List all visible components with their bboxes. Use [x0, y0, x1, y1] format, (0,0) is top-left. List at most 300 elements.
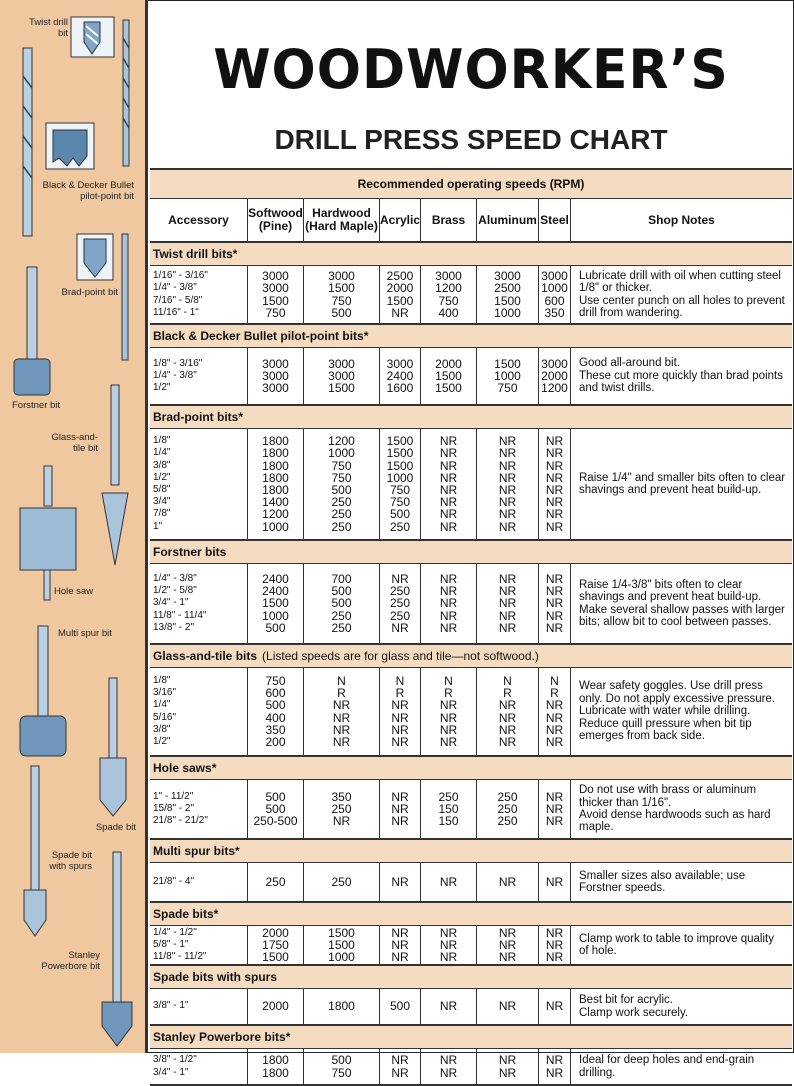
speed-value: N	[395, 673, 405, 688]
column-acrylic	[379, 429, 420, 539]
speed-value: 500	[265, 698, 286, 713]
speed-value: NR	[545, 801, 564, 816]
speed-value: NR	[545, 999, 564, 1014]
speed-value: 1400	[262, 495, 289, 510]
bit-size: 1/4"	[153, 699, 171, 711]
column-brass	[420, 348, 476, 404]
label-spade-bit: Spade bit	[95, 822, 136, 833]
column-hardwood	[303, 863, 379, 901]
speed-value: NR	[545, 470, 564, 485]
speed-value: NR	[545, 734, 564, 749]
speed-value: 3000	[386, 356, 414, 371]
speed-value: NR	[439, 710, 458, 725]
column-brass	[420, 1049, 476, 1084]
column-acrylic	[379, 266, 420, 323]
bullet-drill-icon	[18, 46, 38, 238]
column-softwood	[247, 863, 303, 901]
bit-size: 1/4"	[153, 447, 171, 459]
speed-value: 750	[331, 1065, 352, 1080]
column-hardwood	[303, 926, 379, 964]
section-title-note: (Listed speeds are for glass and tile—not softwood.)	[262, 649, 539, 663]
speed-value: 750	[438, 293, 459, 308]
column-sizes	[150, 1049, 247, 1084]
speed-value: R	[395, 686, 405, 701]
speed-value: 400	[265, 710, 286, 725]
glass-tile-bit-icon	[98, 383, 132, 569]
speed-value: 500	[265, 801, 286, 816]
shop-note: Raise 1/4" and smaller bits often to clear shavings and prevent heat build-up.	[579, 471, 786, 496]
bit-size: 5/8"	[153, 484, 171, 495]
column-acrylic	[379, 863, 420, 901]
column-softwood	[247, 348, 303, 404]
speed-value: NR	[439, 519, 458, 534]
speed-value: NR	[498, 584, 517, 599]
column-softwood	[247, 429, 303, 539]
column-brass	[420, 429, 476, 539]
speed-value: 750	[265, 305, 286, 320]
header-brass: Brass	[420, 199, 476, 241]
bit-size: 3/4"	[153, 496, 171, 508]
speed-value: NR	[498, 734, 517, 749]
section-body	[150, 266, 792, 325]
illustration-sidebar	[0, 0, 148, 1053]
section-title-text: Hole saws*	[153, 761, 217, 775]
column-brass	[420, 863, 476, 901]
shop-note: Good all-around bit.	[579, 357, 681, 370]
bit-size: 11/8" - 11/2"	[153, 951, 207, 963]
speed-value: NR	[498, 470, 517, 485]
speed-value: 1800	[262, 434, 289, 449]
column-hardwood	[303, 668, 379, 755]
bit-size: 15/8" - 2"	[153, 802, 195, 814]
column-sizes	[150, 348, 247, 404]
speed-value: NR	[439, 584, 458, 599]
column-sizes	[150, 429, 247, 539]
section-title	[150, 840, 792, 863]
header-notes: Shop Notes	[570, 199, 792, 241]
speed-value: NR	[391, 814, 409, 829]
label-spade-spurs: Spade bit with spurs	[49, 850, 92, 872]
speed-value: N	[337, 673, 346, 688]
speed-value: NR	[439, 608, 458, 623]
speed-value: NR	[391, 925, 409, 940]
speed-value: 1800	[262, 446, 289, 461]
column-sizes	[150, 926, 247, 964]
shop-note: Avoid dense hardwoods such as hard maple.	[579, 809, 771, 834]
section-title-text: Spade bits with spurs	[153, 970, 278, 984]
speed-value: 250	[497, 801, 518, 816]
speed-value: 200	[265, 734, 286, 749]
speed-value: 1800	[262, 470, 289, 485]
speed-value: NR	[439, 571, 458, 586]
section-title	[150, 1026, 792, 1049]
column-sizes	[150, 668, 247, 755]
speed-value: NR	[498, 710, 517, 725]
speed-value: NR	[439, 434, 458, 449]
speed-value: NR	[332, 722, 351, 737]
column-acrylic	[379, 668, 420, 755]
speed-value: NR	[391, 874, 409, 889]
speed-value: 500	[265, 620, 286, 635]
speed-value: 500	[389, 507, 411, 522]
speed-value: 250	[265, 874, 286, 889]
column-aluminum	[476, 863, 538, 901]
label-powerbore: Stanley Powerbore bit	[41, 950, 100, 972]
speed-value: NR	[439, 458, 458, 473]
speed-value: 1500	[435, 381, 462, 396]
speed-value: 3000	[541, 269, 568, 284]
speed-value: 1500	[386, 458, 414, 473]
column-aluminum	[476, 266, 538, 323]
section-body	[150, 429, 792, 541]
shop-note: Do not use with brass or aluminum thicker than 1/16".	[579, 784, 757, 809]
speed-value: 500	[265, 789, 286, 804]
bit-size: 11/8" - 11/4"	[153, 609, 207, 621]
speed-value: 400	[438, 305, 459, 320]
speed-value: 3000	[328, 368, 355, 383]
shop-note: These cut more quickly than brad points and twist drills.	[579, 369, 783, 395]
speed-value: 2500	[386, 269, 414, 284]
speed-value: 2000	[262, 925, 289, 940]
section-body	[150, 926, 792, 966]
speed-value: 2000	[435, 356, 462, 371]
label-brad-point: Brad-point bit	[61, 287, 118, 298]
speed-value: 3000	[328, 269, 355, 284]
speed-value: 3000	[262, 356, 289, 371]
table-header-row	[150, 199, 792, 243]
column-steel	[538, 266, 570, 323]
speed-value: 1500	[262, 293, 289, 308]
label-forstner: Forstner bit	[12, 400, 61, 411]
section-title	[150, 903, 792, 926]
bit-size: 3/4" - 1"	[153, 1066, 189, 1078]
forstner-bit-icon	[10, 265, 54, 401]
speed-value: 1800	[328, 999, 355, 1014]
shop-note: Wear safety goggles. Use drill press only. Do not apply excessive pressure.	[579, 680, 776, 705]
speed-value: 250-500	[253, 814, 298, 829]
speed-value: 1000	[328, 446, 355, 461]
column-notes	[570, 780, 792, 838]
section-body	[150, 989, 792, 1026]
speed-value: 350	[544, 305, 565, 320]
speed-value: NR	[545, 1065, 564, 1080]
column-aluminum	[476, 989, 538, 1024]
column-aluminum	[476, 926, 538, 964]
speed-value: NR	[545, 874, 564, 889]
column-acrylic	[379, 780, 420, 838]
speed-value: 500	[389, 999, 411, 1014]
section-title	[150, 325, 792, 348]
speed-value: NR	[498, 446, 517, 461]
section-title-text: Brad-point bits*	[153, 410, 243, 424]
speed-value: NR	[545, 434, 564, 449]
bit-size: 21/8" - 21/2"	[153, 815, 208, 827]
column-hardwood	[303, 780, 379, 838]
speed-value: 3000	[262, 281, 289, 296]
speed-value: 1500	[328, 937, 355, 952]
section-body	[150, 863, 792, 903]
speed-value: NR	[439, 483, 458, 497]
column-sizes	[150, 780, 247, 838]
speed-value: 250	[331, 608, 352, 623]
shop-note: Make several shallow passes with larger bits; allow bit to cool between passes.	[579, 603, 785, 628]
speed-value: NR	[498, 1065, 517, 1080]
speed-value: NR	[545, 950, 564, 965]
label-glass-tile: Glass-and-tile bit	[51, 432, 98, 454]
speed-value: NR	[439, 1053, 458, 1068]
section-body	[150, 780, 792, 840]
speed-value: 750	[497, 381, 518, 396]
speed-value: NR	[332, 710, 351, 725]
speed-value: 2400	[262, 584, 289, 599]
chart-area	[150, 0, 792, 1080]
speed-value: NR	[498, 999, 517, 1014]
column-acrylic	[379, 1049, 420, 1084]
speed-value: NR	[498, 1053, 517, 1068]
speed-value: NR	[498, 571, 517, 586]
column-steel	[538, 1049, 570, 1084]
speed-value: 1200	[328, 434, 355, 449]
section-title-text: Stanley Powerbore bits*	[153, 1030, 291, 1044]
speed-value: NR	[332, 814, 351, 829]
shop-note: Smaller sizes also available; use Forstner speeds.	[579, 869, 746, 894]
column-aluminum	[476, 1049, 538, 1084]
bit-size: 1/2"	[153, 382, 171, 394]
shop-note: Lubricate with water while drilling.	[579, 705, 751, 718]
speed-value: 3000	[262, 368, 289, 383]
bit-size: 1/4" - 3/8"	[153, 572, 197, 584]
column-aluminum	[476, 564, 538, 643]
speed-value: 1600	[386, 381, 414, 396]
bit-size: 7/16" - 5/8"	[153, 294, 203, 306]
column-aluminum	[476, 429, 538, 539]
section-title	[150, 966, 792, 989]
column-brass	[420, 989, 476, 1024]
speed-value: 1750	[262, 937, 289, 952]
speed-value: 1500	[328, 381, 355, 396]
column-aluminum	[476, 780, 538, 838]
column-sizes	[150, 863, 247, 901]
speed-value: 250	[331, 620, 352, 635]
speed-table	[150, 168, 792, 1086]
speed-value: NR	[545, 584, 564, 599]
label-multi-spur: Multi spur bit	[58, 628, 112, 639]
speed-value: NR	[391, 937, 409, 952]
speed-value: 1500	[494, 293, 521, 308]
speed-value: 1000	[262, 608, 289, 623]
shop-note: Raise 1/4-3/8" bits often to clear shavings and prevent heat build-up.	[579, 578, 762, 604]
speed-value: NR	[332, 734, 351, 749]
bit-size: 3/8"	[153, 459, 171, 471]
column-acrylic	[379, 926, 420, 964]
speed-value: NR	[439, 734, 458, 749]
speed-value: 1000	[494, 305, 521, 320]
column-notes	[570, 668, 792, 755]
speed-value: NR	[545, 571, 564, 586]
speed-value: NR	[391, 801, 409, 816]
speed-value: 250	[331, 519, 352, 534]
bit-size: 1"	[153, 520, 163, 532]
speed-value: 250	[389, 584, 411, 599]
column-notes	[570, 1049, 792, 1084]
speed-value: 700	[331, 571, 352, 586]
speed-value: NR	[439, 495, 458, 510]
speed-value: NR	[391, 1065, 409, 1080]
speed-value: 1200	[435, 281, 462, 296]
label-bullet-bit: Black & Decker Bullet pilot-point bit	[42, 180, 134, 202]
bit-size: 1/4" - 3/8"	[153, 369, 197, 381]
speed-value: NR	[439, 507, 458, 522]
speed-value: NR	[439, 446, 458, 461]
bit-size: 1/2"	[153, 471, 171, 483]
speed-value: NR	[498, 519, 517, 534]
section-title-text: Twist drill bits*	[153, 247, 238, 261]
speed-value: 1800	[262, 1065, 289, 1080]
column-brass	[420, 668, 476, 755]
speed-value: 500	[331, 483, 352, 497]
speed-value: 250	[389, 608, 411, 623]
bit-size: 11/16" - 1"	[153, 306, 199, 318]
speed-value: N	[503, 673, 512, 688]
bit-size: 3/8"	[153, 723, 171, 735]
speed-value: 1500	[386, 434, 414, 449]
column-hardwood	[303, 989, 379, 1024]
column-brass	[420, 780, 476, 838]
speed-value: NR	[545, 710, 564, 725]
column-sizes	[150, 266, 247, 323]
speed-value: NR	[439, 925, 458, 940]
column-hardwood	[303, 429, 379, 539]
speed-value: 250	[497, 789, 518, 804]
speed-value: NR	[498, 608, 517, 623]
speed-value: 1500	[328, 281, 355, 296]
column-notes	[570, 348, 792, 404]
column-hardwood	[303, 266, 379, 323]
speed-value: NR	[545, 814, 564, 829]
speed-value: NR	[498, 950, 517, 965]
label-hole-saw: Hole saw	[54, 586, 94, 597]
column-steel	[538, 926, 570, 964]
speed-value: NR	[391, 950, 409, 965]
column-aluminum	[476, 348, 538, 404]
speed-value: 2000	[541, 368, 568, 383]
speed-value: 3000	[262, 269, 289, 284]
shop-note: Clamp work securely.	[579, 1006, 689, 1019]
label-twist-drill: Twist drill bit	[28, 17, 68, 39]
speed-value: 1500	[262, 596, 289, 611]
bit-size: 5/8" - 1"	[153, 938, 189, 950]
bit-size: 13/8" - 2"	[153, 621, 195, 633]
column-steel	[538, 780, 570, 838]
table-sections	[150, 243, 792, 1086]
brad-point-tip-icon	[76, 233, 114, 283]
speed-value: NR	[391, 789, 409, 804]
column-hardwood	[303, 348, 379, 404]
header-sizes: Accessory	[168, 212, 229, 227]
speed-value: 1000	[386, 470, 414, 485]
speed-value: 1800	[262, 1053, 289, 1068]
column-softwood	[247, 926, 303, 964]
column-softwood	[247, 989, 303, 1024]
column-softwood	[247, 668, 303, 755]
speed-value: 3000	[328, 356, 355, 371]
speed-value: 500	[331, 596, 352, 611]
speed-value: NR	[391, 1053, 409, 1068]
shop-note: Reduce quill pressure when bit tip emerges from back side.	[579, 717, 752, 743]
page-title: WOODWORKER’S	[213, 38, 729, 102]
section-title-text: Black & Decker Bullet pilot-point bits*	[153, 329, 369, 343]
column-acrylic	[379, 348, 420, 404]
column-brass	[420, 926, 476, 964]
column-notes	[570, 926, 792, 964]
speed-value: 3000	[541, 356, 568, 371]
speed-value: NR	[439, 1065, 458, 1080]
speed-value: 250	[331, 507, 352, 522]
speed-value: 750	[331, 293, 352, 308]
powerbore-bit-icon	[98, 850, 136, 1050]
speed-value: 1500	[328, 925, 355, 940]
spade-bit-icon	[96, 676, 130, 820]
speed-value: R	[503, 686, 512, 701]
speed-value: NR	[498, 458, 517, 473]
speed-value: 350	[265, 722, 286, 737]
speed-value: NR	[439, 596, 458, 611]
speed-value: 1500	[494, 356, 521, 371]
speed-value: NR	[439, 874, 458, 889]
speed-value: NR	[545, 507, 564, 522]
bit-size: 1/4" - 3/8"	[153, 282, 197, 294]
speed-value: NR	[545, 596, 564, 611]
bit-size: 1/16" - 3/16"	[153, 270, 208, 282]
speed-value: NR	[439, 950, 458, 965]
speed-value: 250	[389, 596, 411, 611]
bit-size: 1/2" - 5/8"	[153, 585, 197, 597]
column-notes	[570, 429, 792, 539]
speed-value: 150	[438, 814, 459, 829]
bit-size: 1/2"	[153, 735, 171, 747]
speed-value: NR	[439, 722, 458, 737]
speed-value: 250	[331, 874, 352, 889]
column-sizes	[150, 989, 247, 1024]
brad-point-icon	[118, 232, 132, 362]
header-softwood: Softwood (Pine)	[247, 199, 303, 241]
speed-value: 750	[331, 470, 352, 485]
twist-drill-tip-icon	[70, 16, 115, 58]
bit-size: 1" - 11/2"	[153, 790, 194, 802]
speed-value: 3000	[494, 269, 521, 284]
header-acrylic: Acrylic	[379, 199, 420, 241]
section-title	[150, 645, 792, 668]
speed-value: NR	[545, 483, 564, 497]
column-softwood	[247, 564, 303, 643]
speed-value: NR	[545, 620, 564, 635]
shop-note: Lubricate drill with oil when cutting steel 1/8" or thicker.	[579, 269, 781, 295]
speed-value: 1000	[328, 950, 355, 965]
speed-value: R	[550, 686, 559, 701]
speed-value: NR	[498, 483, 517, 497]
column-acrylic	[379, 564, 420, 643]
column-steel	[538, 429, 570, 539]
speed-value: NR	[545, 722, 564, 737]
speed-value: 500	[331, 1053, 352, 1068]
shop-note: Ideal for deep holes and end-grain drilling.	[579, 1054, 755, 1079]
shop-note: Use center punch on all holes to prevent drill from wandering.	[579, 294, 785, 319]
speed-value: NR	[391, 710, 409, 725]
bit-size: 3/8" - 1"	[153, 1000, 189, 1012]
speed-value: 750	[389, 495, 411, 510]
speed-value: N	[444, 673, 453, 688]
column-notes	[570, 564, 792, 643]
